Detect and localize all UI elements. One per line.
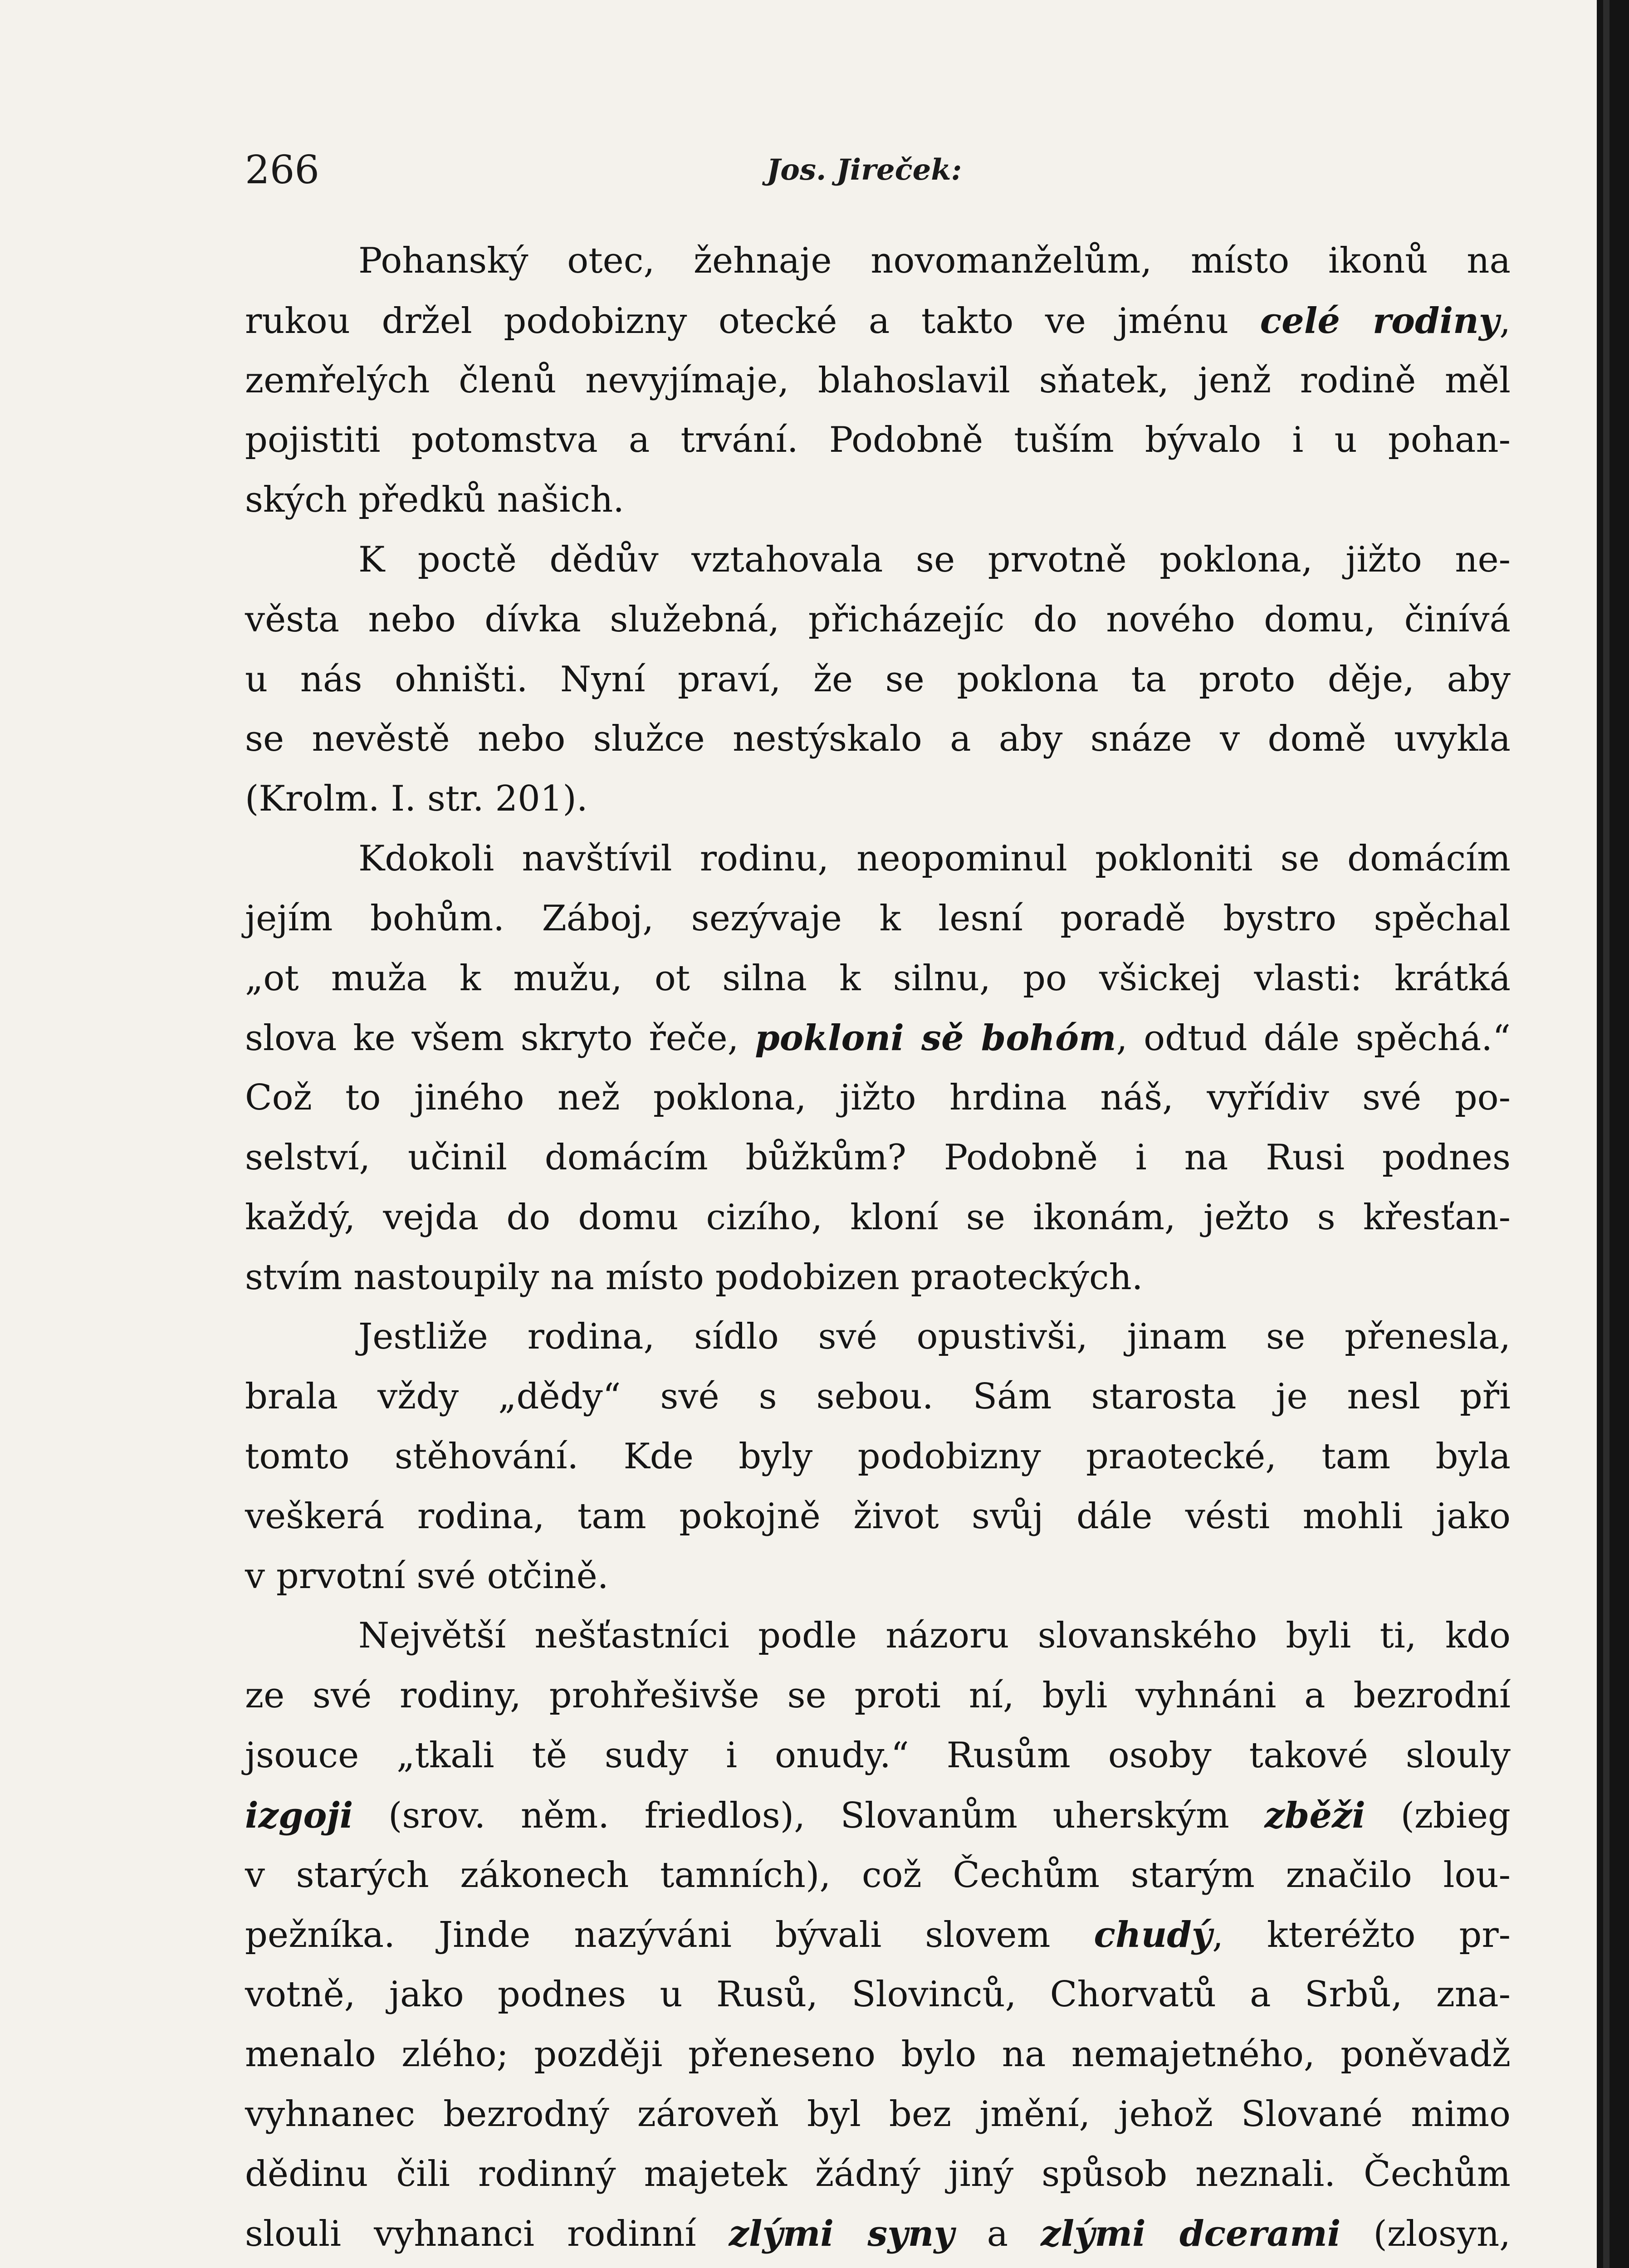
text-line: [245, 590, 1511, 650]
text-segment: Největší nešťastníci podle názoru slovanského byli ti, kdo: [358, 1615, 1511, 1657]
text-line: [245, 650, 1511, 710]
running-title: Jos. Jireček:: [767, 153, 962, 187]
text-line: [245, 2085, 1511, 2145]
text-line: [245, 1427, 1511, 1487]
text-line: [245, 709, 1511, 769]
text-line: [245, 889, 1511, 949]
text-line: [245, 1726, 1511, 1786]
text-line: [245, 1008, 1511, 1068]
text-line: [245, 1666, 1511, 1726]
text-line: [245, 2204, 1511, 2264]
text-segment: každý, vejda do domu cizího, kloní se ikonám, ježto s křesťan-: [245, 1197, 1511, 1238]
text-line: [245, 1188, 1511, 1248]
text-segment: zemřelých členů nevyjímaje, blahoslavil sňatek, jenž rodině měl: [245, 360, 1511, 401]
text-segment: brala vždy „dědy“ své s sebou. Sám starosta je nesl při: [245, 1376, 1511, 1418]
text-segment: (srov. něm. friedlos), Slovanům uherským: [353, 1795, 1265, 1836]
text-segment: pežníka. Jinde nazýváni bývali slovem: [245, 1915, 1094, 1956]
text-segment: menalo zlého; později přeneseno bylo na nemajetného, poněvadž: [245, 2033, 1511, 2075]
text-segment: , kteréžto pr-: [1212, 1915, 1511, 1956]
italic-text: zlými dcerami: [1041, 2213, 1341, 2255]
text-line: [245, 1905, 1511, 1965]
text-line: [245, 530, 1511, 590]
italic-text: celé rodiny: [1260, 300, 1500, 342]
paragraph: [245, 231, 1511, 530]
text-line: [245, 351, 1511, 411]
text-segment: rukou držel podobizny otecké a takto ve jménu: [245, 300, 1260, 342]
text-line: [245, 829, 1511, 889]
text-segment: pojistiti potomstva a trvání. Podobně tuším bývalo i u pohan-: [245, 420, 1511, 461]
text-segment: v starých zákonech tamních), což Čechům starým značilo lou-: [245, 1854, 1511, 1896]
text-line: [245, 2264, 1511, 2268]
text-line: [245, 1965, 1511, 2025]
text-line: [245, 1367, 1511, 1427]
text-segment: selství, učinil domácím bůžkům? Podobně i na Rusi podnes: [245, 1137, 1511, 1178]
text-segment: a: [954, 2214, 1041, 2255]
text-line: [245, 231, 1511, 291]
text-line: [245, 1068, 1511, 1128]
text-line: [245, 1786, 1511, 1846]
text-line: [245, 1307, 1511, 1367]
text-line: [245, 291, 1511, 351]
text-line: [245, 1846, 1511, 1906]
text-segment: ských předků našich.: [245, 479, 625, 521]
text-line: [245, 1606, 1511, 1666]
scan-edge: [1597, 0, 1629, 2268]
text-line: [245, 949, 1511, 1009]
text-segment: věsta nebo dívka služebná, přicházejíc do nového domu, činívá: [245, 599, 1511, 640]
text-line: [245, 2025, 1511, 2085]
text-segment: Což to jiného než poklona, jižto hrdina náš, vyřídiv své po-: [245, 1077, 1511, 1119]
text-line: [245, 1547, 1511, 1607]
text-segment: se nevěstě nebo služce nestýskalo a aby snáze v domě uvykla: [245, 719, 1511, 760]
text-segment: Pohanský otec, žehnaje novomanželům, místo ikonů na: [358, 240, 1511, 281]
text-segment: (zbieg: [1365, 1795, 1511, 1836]
page-number: 266: [245, 147, 320, 193]
text-segment: K poctě dědův vztahovala se prvotně poklona, jižto ne-: [358, 539, 1511, 580]
page-header: [245, 138, 1511, 202]
text-line: [245, 769, 1511, 829]
italic-text: zběži: [1264, 1794, 1365, 1836]
text-segment: ze své rodiny, prohřešivše se proti ní, byli vyhnáni a bezrodní: [245, 1675, 1511, 1716]
italic-text: pokloni sě bohóm: [755, 1017, 1116, 1059]
paragraph: [245, 530, 1511, 829]
text-segment: ,: [1499, 300, 1511, 342]
text-segment: slouli vyhnanci rodinní: [245, 2214, 729, 2255]
text-segment: (zlosyn,: [1340, 2214, 1511, 2255]
text-segment: vyhnanec bezrodný zároveň byl bez jmění, jehož Slované mimo: [245, 2093, 1511, 2135]
text-line: [245, 1487, 1511, 1547]
italic-text: chudý: [1094, 1914, 1213, 1956]
text-segment: Jestliže rodina, sídlo své opustivši, jinam se přenesla,: [358, 1316, 1511, 1358]
text-segment: veškerá rodina, tam pokojně život svůj dále vésti mohli jako: [245, 1496, 1511, 1537]
text-line: [245, 1248, 1511, 1308]
paragraph: [245, 1606, 1511, 2268]
scan-edge-inner: [1603, 0, 1609, 2268]
text-segment: v prvotní své otčině.: [245, 1555, 609, 1597]
text-segment: jsouce „tkali tě sudy i onudy.“ Rusům osoby takové slouly: [245, 1735, 1511, 1776]
text-segment: slova ke všem skryto řeče,: [245, 1018, 755, 1059]
paragraph: [245, 1307, 1511, 1606]
text-line: [245, 2145, 1511, 2204]
paragraph: [245, 829, 1511, 1307]
italic-text: zlými syny: [729, 2213, 954, 2255]
text-line: [245, 1128, 1511, 1188]
body-text: [245, 231, 1511, 2268]
text-line: [245, 411, 1511, 470]
text-segment: (Krolm. I. str. 201).: [245, 778, 588, 820]
text-line: [245, 470, 1511, 530]
italic-text: izgoji: [245, 1794, 353, 1836]
text-segment: , odtud dále spěchá.“: [1116, 1018, 1511, 1059]
text-segment: jejím bohům. Záboj, sezývaje k lesní poradě bystro spěchal: [245, 898, 1511, 939]
text-segment: dědinu čili rodinný majetek žádný jiný spůsob neznali. Čechům: [245, 2153, 1511, 2195]
text-segment: stvím nastoupily na místo podobizen praoteckých.: [245, 1256, 1143, 1298]
text-segment: tomto stěhování. Kde byly podobizny praotecké, tam byla: [245, 1436, 1511, 1477]
text-segment: „ot muža k mužu, ot silna k silnu, po všickej vlasti: krátká: [245, 958, 1511, 999]
text-segment: Kdokoli navštívil rodinu, neopominul pokloniti se domácím: [358, 838, 1511, 879]
text-segment: votně, jako podnes u Rusů, Slovinců, Chorvatů a Srbů, zna-: [245, 1974, 1511, 2015]
text-segment: u nás ohništi. Nyní praví, že se poklona ta proto děje, aby: [245, 659, 1511, 700]
